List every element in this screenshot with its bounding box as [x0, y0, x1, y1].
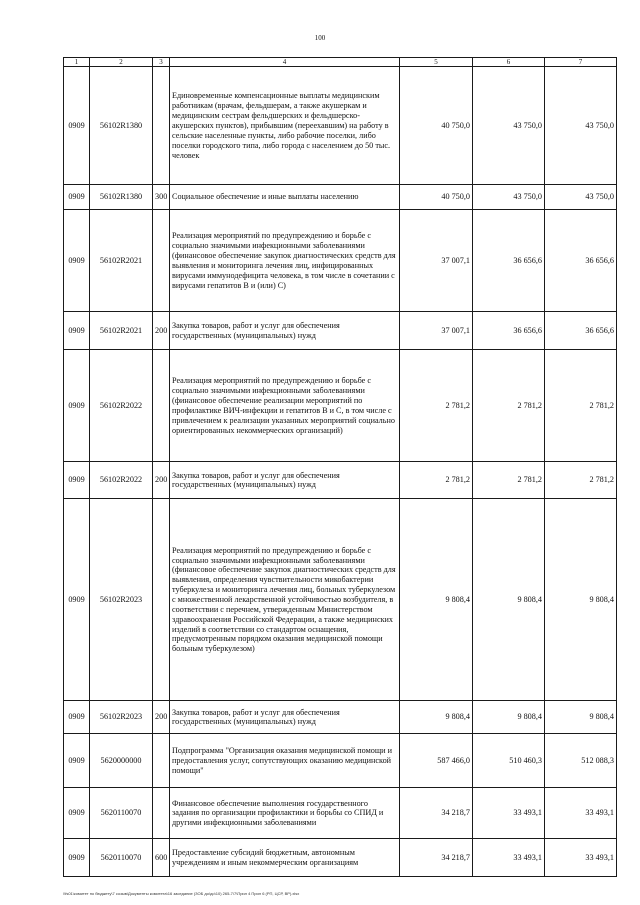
amount-year-3: 33 493,1 [545, 839, 617, 877]
amount-year-3: 36 656,6 [545, 312, 617, 350]
column-header: 4 [170, 58, 400, 67]
item-name: Закупка товаров, работ и услуг для обеспечения государственных (муниципальных) нужд [170, 462, 400, 499]
target-article: 56102R2023 [90, 499, 153, 701]
section-code: 0909 [64, 210, 90, 312]
column-header: 5 [400, 58, 473, 67]
amount-year-3: 36 656,6 [545, 210, 617, 312]
target-article: 56102R2021 [90, 210, 153, 312]
file-path-footer: \\fs01\комитет по бюджету\7 созыв\Документы комитета\16 заседание (ЗОБ до\до\10) 265-7\7\Прил 4 Прил 6 (РП, ЦСР, ВР).xlsx [63, 891, 300, 896]
item-name: Финансовое обеспечение выполнения государственного задания по организации профилактики и борьбы со СПИД и другими инфекционными заболеваниями [170, 788, 400, 839]
amount-year-1: 37 007,1 [400, 312, 473, 350]
amount-year-2: 43 750,0 [473, 185, 545, 210]
amount-year-2: 33 493,1 [473, 839, 545, 877]
amount-year-1: 34 218,7 [400, 788, 473, 839]
table-row [64, 462, 617, 499]
item-name: Единовременные компенсационные выплаты медицинским работникам (врачам, фельдшерам, а также акушеркам и медицинским сестрам фельдшерских и фельдшерско-акушерских пунктов), прибывшим (переехавшим) на работу в сельские населенные пункты, либо рабочие поселки, либо поселки городского типа, либо города с населением до 50 тыс. человек [170, 67, 400, 185]
expense-type [153, 210, 170, 312]
amount-year-3: 9 808,4 [545, 701, 617, 734]
column-header: 6 [473, 58, 545, 67]
amount-year-2: 36 656,6 [473, 210, 545, 312]
table-row [64, 350, 617, 462]
section-code: 0909 [64, 788, 90, 839]
column-header: 3 [153, 58, 170, 67]
expense-type: 200 [153, 462, 170, 499]
target-article: 5620000000 [90, 734, 153, 788]
table-row [64, 839, 617, 877]
amount-year-2: 33 493,1 [473, 788, 545, 839]
amount-year-3: 2 781,2 [545, 350, 617, 462]
amount-year-3: 43 750,0 [545, 185, 617, 210]
section-code: 0909 [64, 350, 90, 462]
table-row [64, 701, 617, 734]
section-code: 0909 [64, 701, 90, 734]
amount-year-3: 33 493,1 [545, 788, 617, 839]
table-row [64, 185, 617, 210]
amount-year-2: 2 781,2 [473, 462, 545, 499]
amount-year-1: 9 808,4 [400, 701, 473, 734]
amount-year-3: 512 088,3 [545, 734, 617, 788]
expense-type: 300 [153, 185, 170, 210]
amount-year-1: 9 808,4 [400, 499, 473, 701]
target-article: 5620110070 [90, 788, 153, 839]
amount-year-1: 2 781,2 [400, 462, 473, 499]
item-name: Социальное обеспечение и иные выплаты населению [170, 185, 400, 210]
column-number-row [64, 58, 617, 67]
table-row [64, 210, 617, 312]
item-name: Закупка товаров, работ и услуг для обеспечения государственных (муниципальных) нужд [170, 312, 400, 350]
section-code: 0909 [64, 499, 90, 701]
item-name: Реализация мероприятий по предупреждению и борьбе с социально значимыми инфекционными заболеваниями (финансовое обеспечение закупок диагностических средств для выявления, определения чувствительности микобактерии туберкулеза и мониторинга лечения лиц, больных туберкулезом с множественной лекарственной устойчивостью возбудителя, в соответствии с перечнем, утвержденным Министерством здравоохранения Российской Федерации, а также медицинских изделий в соответствии со стандартом оснащения, предусмотренным порядком оказания медицинской помощи больным туберкулезом) [170, 499, 400, 701]
section-code: 0909 [64, 734, 90, 788]
target-article: 5620110070 [90, 839, 153, 877]
amount-year-2: 9 808,4 [473, 701, 545, 734]
table-row [64, 499, 617, 701]
expense-type: 200 [153, 701, 170, 734]
column-header: 1 [64, 58, 90, 67]
item-name: Подпрограмма "Организация оказания медицинской помощи и предоставления услуг, сопутствующих оказанию медицинской помощи" [170, 734, 400, 788]
section-code: 0909 [64, 462, 90, 499]
section-code: 0909 [64, 839, 90, 877]
amount-year-2: 36 656,6 [473, 312, 545, 350]
amount-year-3: 2 781,2 [545, 462, 617, 499]
item-name: Закупка товаров, работ и услуг для обеспечения государственных (муниципальных) нужд [170, 701, 400, 734]
table-row [64, 312, 617, 350]
expense-type [153, 734, 170, 788]
table-row [64, 67, 617, 185]
amount-year-1: 2 781,2 [400, 350, 473, 462]
target-article: 56102R1380 [90, 185, 153, 210]
target-article: 56102R2022 [90, 350, 153, 462]
amount-year-1: 34 218,7 [400, 839, 473, 877]
target-article: 56102R2021 [90, 312, 153, 350]
amount-year-1: 37 007,1 [400, 210, 473, 312]
item-name: Реализация мероприятий по предупреждению и борьбе с социально значимыми инфекционными заболеваниями (финансовое обеспечение реализации мероприятий по профилактике ВИЧ-инфекции и гепатитов В и С, в том числе с привлечением к реализации указанных мероприятий социально ориентированных некоммерческих организаций) [170, 350, 400, 462]
section-code: 0909 [64, 185, 90, 210]
table-row [64, 788, 617, 839]
amount-year-3: 9 808,4 [545, 499, 617, 701]
expense-type: 600 [153, 839, 170, 877]
amount-year-1: 587 466,0 [400, 734, 473, 788]
section-code: 0909 [64, 312, 90, 350]
amount-year-1: 40 750,0 [400, 185, 473, 210]
item-name: Реализация мероприятий по предупреждению и борьбе с социально значимыми инфекционными заболеваниями (финансовое обеспечение закупок диагностических средств для выявления и мониторинга лечения лиц, инфицированных вирусами иммунодефицита человека, в том числе в сочетании с вирусами гепатитов В и (или) С) [170, 210, 400, 312]
expense-type [153, 67, 170, 185]
column-header: 7 [545, 58, 617, 67]
expense-type [153, 788, 170, 839]
expense-type [153, 350, 170, 462]
amount-year-2: 9 808,4 [473, 499, 545, 701]
target-article: 56102R1380 [90, 67, 153, 185]
amount-year-1: 40 750,0 [400, 67, 473, 185]
table-row [64, 734, 617, 788]
budget-table [63, 57, 617, 877]
amount-year-2: 510 460,3 [473, 734, 545, 788]
amount-year-2: 43 750,0 [473, 67, 545, 185]
section-code: 0909 [64, 67, 90, 185]
amount-year-3: 43 750,0 [545, 67, 617, 185]
expense-type: 200 [153, 312, 170, 350]
target-article: 56102R2022 [90, 462, 153, 499]
amount-year-2: 2 781,2 [473, 350, 545, 462]
expense-type [153, 499, 170, 701]
item-name: Предоставление субсидий бюджетным, автономным учреждениям и иным некоммерческим организациям [170, 839, 400, 877]
column-header: 2 [90, 58, 153, 67]
target-article: 56102R2023 [90, 701, 153, 734]
page-number: 100 [314, 34, 326, 42]
